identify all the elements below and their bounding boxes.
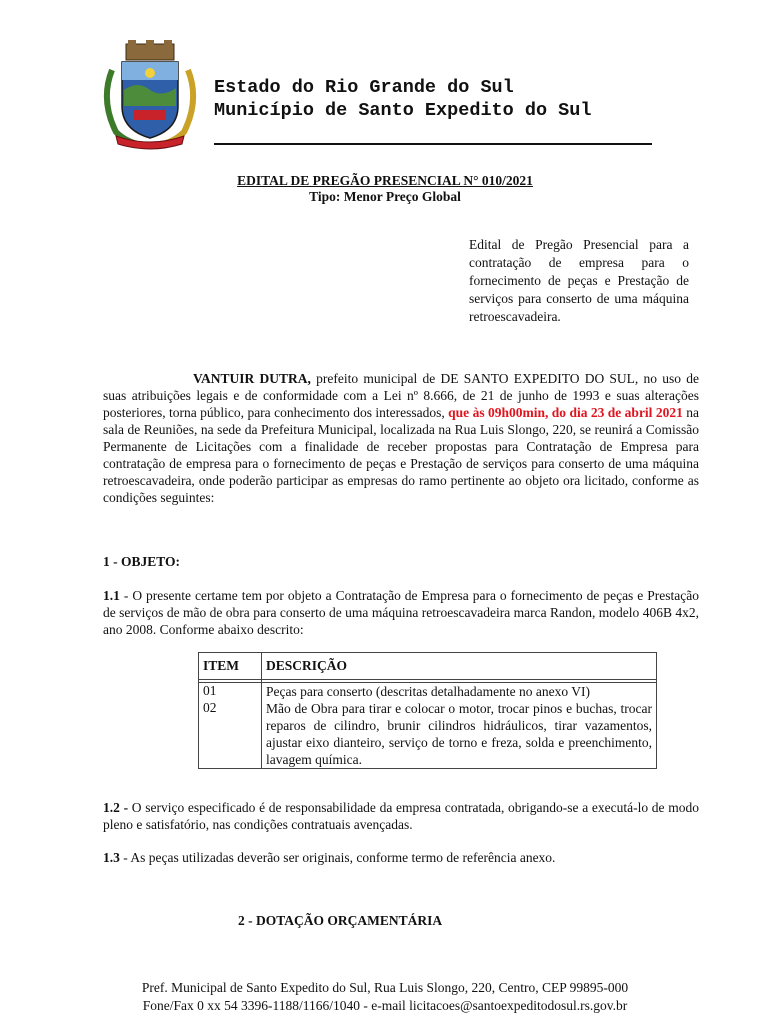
paragraph-1-3: [103, 849, 699, 866]
coat-of-arms-icon: [98, 40, 202, 150]
item-description: Peças para conserto (descritas detalhadamente no anexo VI): [262, 683, 657, 701]
column-header-description: DESCRIÇÃO: [262, 653, 657, 680]
edital-type: Tipo: Menor Preço Global: [309, 189, 461, 204]
footer-contact: Fone/Fax 0 xx 54 3396-1188/1166/1040 - e-mail licitacoes@santoexpeditodosul.rs.gov.br: [142, 998, 628, 1013]
table-row: [199, 683, 657, 701]
edital-summary: Edital de Pregão Presencial para a contratação de empresa para o fornecimento de peças e Prestação de serviços para conserto de uma máquina retroescavadeira.: [469, 237, 689, 324]
edital-title: EDITAL DE PREGÃO PRESENCIAL N° 010/2021: [237, 173, 533, 188]
header-title: [214, 76, 591, 122]
paragraph-1-1: [103, 587, 699, 638]
clause-text: - O presente certame tem por objeto a Contratação de Empresa para o fornecimento de peças e Prestação de serviços de mão de obra para conserto de uma máquina retroescavadeira marca Randon, modelo 406B 4x2, ano 2008. Conforme abaixo descrito:: [103, 588, 699, 637]
mayor-name: VANTUIR DUTRA,: [193, 371, 311, 386]
session-datetime: que às 09h00min, do dia 23 de abril 2021: [448, 405, 683, 420]
footer: [0, 979, 770, 1015]
table-header-row: [199, 653, 657, 680]
header-divider: [214, 143, 652, 145]
item-number: 02: [199, 700, 262, 769]
intro-text-b: na sala de Reuniões, na sede da Prefeitura Municipal, localizada na Rua Luis Slongo, 220, se reunirá a Comissão Permanente de Licitações com a finalidade de receber propostas para Contratação de Empresa para contratação de empresa para o fornecimento de peças e Prestação de serviços para conserto de uma máquina retroescavadeira, onde poderão participar as empresas do ramo pertinente ao objeto ora licitado, conforme as condições seguintes:: [103, 405, 700, 505]
clause-number: 1.2 -: [103, 800, 129, 815]
clause-number: 1.1: [103, 588, 120, 603]
item-number: 01: [199, 683, 262, 701]
section-2-heading: 2 - DOTAÇÃO ORÇAMENTÁRIA: [238, 913, 443, 928]
municipality-name: Município de Santo Expedito do Sul: [214, 100, 592, 121]
intro-text-a: prefeito municipal de DE SANTO EXPEDITO DO SUL, no uso de suas atribuições legais e de conformidade com a Lei nº 8.666, de 21 de junho de 1993 e suas alterações posteriores, torna público, para conhecimento dos interessados,: [103, 371, 699, 420]
clause-number: 1.3: [103, 850, 120, 865]
table-row: [199, 700, 657, 769]
clause-text: O serviço especificado é de responsabilidade da empresa contratada, obrigando-se a executá-lo de modo pleno e satisfatório, nas condições contratuais avençadas.: [103, 800, 700, 832]
paragraph-1-2: [103, 799, 699, 833]
state-name: Estado do Rio Grande do Sul: [214, 77, 514, 98]
footer-address: Pref. Municipal de Santo Expedito do Sul, Rua Luis Slongo, 220, Centro, CEP 99895-000: [141, 980, 629, 995]
items-table: [198, 652, 657, 769]
item-description: Mão de Obra para tirar e colocar o motor, trocar pinos e buchas, trocar reparos de cilindro, brunir cilindros hidráulicos, tirar vazamentos, ajustar eixo dianteiro, serviço de torno e freza, solda e preenchimento, lavagem química.: [262, 700, 657, 769]
section-1-heading: 1 - OBJETO:: [103, 554, 181, 569]
intro-paragraph: [103, 370, 699, 506]
clause-text: - As peças utilizadas deverão ser originais, conforme termo de referência anexo.: [119, 850, 556, 865]
column-header-item: ITEM: [199, 653, 262, 680]
